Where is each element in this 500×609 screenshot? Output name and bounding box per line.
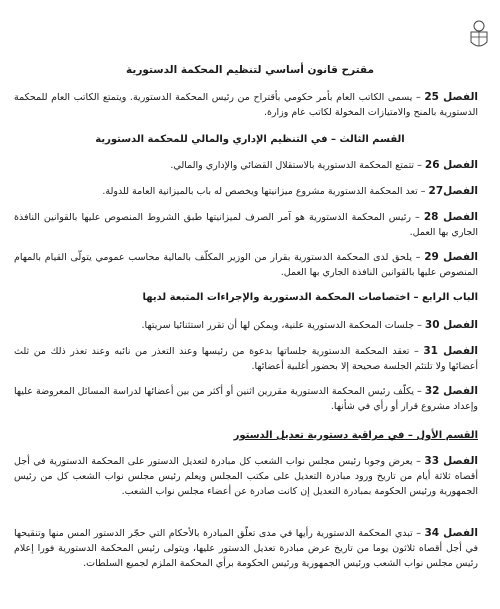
chapter-heading-4: الباب الرابع – اختصاصات المحكمة الدستورية والإجراءات المتبعة لديها (142, 292, 478, 303)
article-text: – تبدي المحكمة الدستورية رأيها في مدى تعلّق المبادرة بالأحكام التي حجّر الدستور المس منها وتنقيحها في أجل أقصاه ثلاثون يوما من تاريخ عرض مبادرة تعديل الدستور عليها، ويتولى رئيس المحكمة الدستورية فورا إعلام رئيس مجلس نواب الشعب ورئيس الجمهورية ورئيس الحكومة برأي المحكمة الملزم لجميع السلطات. (14, 528, 478, 569)
article-text: – جلسات المحكمة الدستورية علنية، ويمكن لها أن تقرر استثنائيا سريتها. (141, 320, 422, 331)
article-29 (14, 250, 478, 280)
article-text: – تعقد المحكمة الدستورية جلساتها بدعوة من رئيسها وعند التعذر من نائبه وعند تعذر ذلك من ثلث أعضائها ولا تلتئم الجلسة صحيحة إلا بحضور أغلبية أعضائها. (14, 346, 478, 372)
section-heading-part3: القسم الثالث – في التنظيم الإداري والمالي للمحكمة الدستورية (95, 134, 405, 145)
article-label: الفصل 32 (424, 385, 478, 397)
article-label: الفصل 29 (424, 251, 478, 263)
article-text: – تعد المحكمة الدستورية مشروع ميزانيتها ويخصص له باب بالميزانية العامة للدولة. (102, 186, 426, 197)
article-32 (14, 384, 478, 414)
article-text: – يسمى الكاتب العام بأمر حكومي بأقتراح من رئيس المحكمة الدستورية. ويتمتع الكاتب العام للمحكمة الدستورية بالمنح والامتيازات المخولة لكاتب عام وزارة. (14, 92, 478, 118)
article-label: الفصل 34 (424, 527, 478, 539)
article-label: الفصل 25 (424, 91, 478, 103)
article-text: – تتمتع المحكمة الدستورية بالاستقلال القضائي والإداري والمالي. (170, 160, 422, 171)
article-34 (14, 526, 478, 571)
article-label: الفصل 26 (424, 159, 478, 171)
article-28 (14, 210, 478, 240)
document-title: مقترح قانون أساسي لتنظيم المحكمة الدستورية (126, 64, 374, 76)
article-27 (14, 184, 478, 199)
article-label: الفصل 33 (424, 455, 478, 467)
article-33 (14, 454, 478, 499)
article-25 (14, 90, 478, 120)
article-text: – يكلّف رئيس المحكمة الدستورية مقررين اثنين أو أكثر من بين أعضائها لدراسة المسائل المعروضة عليها وإعداد مشروع قرار أو رأي في شأنها. (14, 386, 478, 412)
tunisia-emblem-icon (468, 18, 490, 50)
article-30 (14, 318, 478, 333)
article-text: – يعرض وجوبا رئيس مجلس نواب الشعب كل مبادرة لتعديل الدستور على المحكمة الدستورية في أجل أقصاه ثلاثة أيام من تاريخ ورود مبادرة التعديل على مكتب المجلس ويعلم رئيس مجلس نواب الشعب كل من رئيس الجمهورية ورئيس الحكومة بمبادرة التعديل إن كانت صادرة عن أعضاء مجلس نواب الشعب. (14, 456, 478, 497)
section-heading-part1: القسم الأول – في مراقبة دستورية تعديل الدستور (233, 430, 478, 441)
article-label: الفصل27 (428, 185, 478, 197)
article-label: الفصل 28 (423, 211, 478, 223)
article-text: – يلحق لدى المحكمة الدستورية بقرار من الوزير المكلّف بالمالية محاسب عمومي يتولّى القيام بالمهام المنصوص عليها بالقوانين النافذة الجاري بها العمل. (14, 252, 478, 278)
article-text: – رئيس المحكمة الدستورية هو آمر الصرف لميزانيتها طبق الشروط المنصوص عليها بالقوانين النافذة الجاري بها العمل. (14, 212, 478, 238)
article-31 (14, 344, 478, 374)
article-label: الفصل 30 (424, 319, 478, 331)
article-label: الفصل 31 (423, 345, 478, 357)
article-26 (14, 158, 478, 173)
